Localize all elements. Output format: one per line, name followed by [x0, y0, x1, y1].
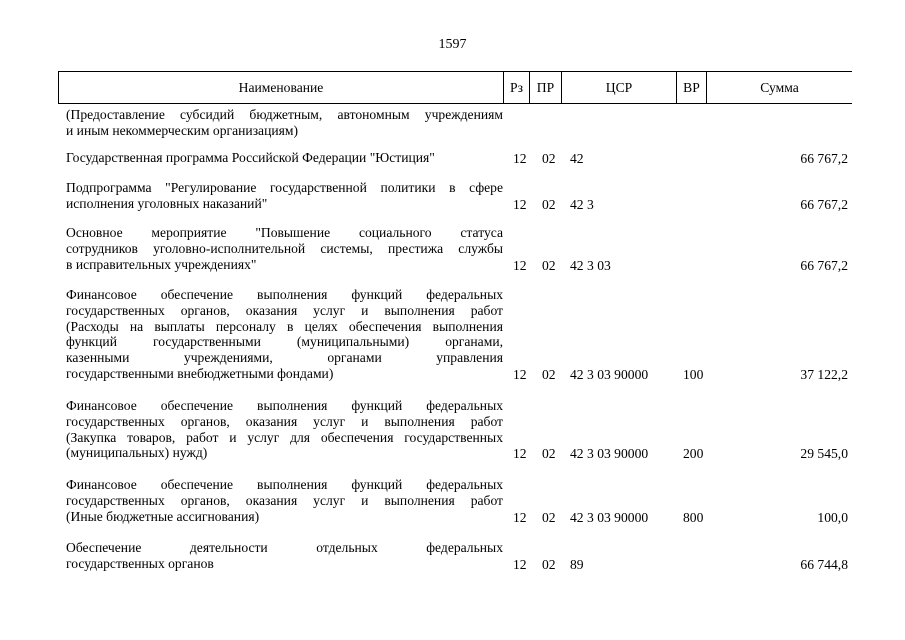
row-name-line: Финансовое обеспечение выполнения функций федеральных [66, 287, 503, 302]
row-csr: 42 3 03 90000 [570, 367, 649, 382]
row-name-line: и иным некоммерческим организациям) [66, 122, 299, 138]
table-row [58, 477, 852, 524]
row-name [66, 107, 503, 139]
row-pr: 02 [542, 509, 556, 525]
row-rz: 12 [513, 509, 527, 525]
table-row [58, 150, 852, 166]
row-name-line: исполнения уголовных наказаний" [66, 195, 268, 211]
row-rz: 12 [513, 257, 527, 273]
row-name-line: (Расходы на выплаты персоналу в целях обеспечения выполнения [66, 318, 503, 334]
row-name [66, 398, 503, 461]
page-number: 1597 [438, 37, 467, 52]
table-row [58, 398, 852, 461]
row-rz: 12 [513, 556, 527, 572]
row-vr: 100 [683, 367, 704, 382]
table-row [58, 287, 852, 382]
row-name [66, 150, 503, 166]
row-name [66, 287, 503, 382]
row-name [66, 180, 503, 212]
column-header-name: Наименование [59, 72, 504, 103]
row-sum: 66 767,2 [800, 257, 848, 273]
row-pr: 02 [542, 257, 556, 273]
row-name-line: (муниципальных) нужд) [66, 445, 208, 461]
table-row [58, 540, 852, 572]
row-csr: 42 3 03 [570, 257, 611, 273]
row-sum: 37 122,2 [800, 367, 848, 382]
row-name-line: государственными внебюджетными фондами) [66, 365, 334, 381]
row-sum: 100,0 [817, 509, 848, 525]
row-csr: 42 3 [570, 196, 594, 212]
row-pr: 02 [542, 196, 556, 212]
row-name [66, 540, 503, 572]
row-vr: 800 [683, 509, 704, 525]
row-rz: 12 [513, 367, 527, 382]
row-sum: 66 767,2 [800, 196, 848, 212]
row-name-line: государственных органов, оказания услуг и выполнения работ [66, 492, 503, 508]
row-name-line: функций государственными (муниципальными) органами, [66, 334, 503, 350]
row-name-line: Государственная программа Российской Федерации "Юстиция" [66, 150, 435, 165]
row-csr: 89 [570, 556, 584, 572]
row-sum: 29 545,0 [800, 446, 848, 462]
row-pr: 02 [542, 446, 556, 462]
row-pr: 02 [542, 151, 556, 166]
row-name [66, 477, 503, 524]
row-csr: 42 [570, 151, 584, 166]
row-name-line: в исправительных учреждениях" [66, 256, 257, 272]
column-header-rz: Рз [504, 72, 530, 103]
row-name-line: Финансовое обеспечение выполнения функций федеральных [66, 477, 503, 492]
table-row [58, 180, 852, 212]
column-header-vr: ВР [677, 72, 707, 103]
row-sum: 66 744,8 [800, 556, 848, 572]
row-pr: 02 [542, 367, 556, 382]
row-rz: 12 [513, 151, 527, 166]
row-name-line: государственных органов, оказания услуг и выполнения работ [66, 413, 503, 429]
table-row [58, 107, 852, 139]
row-name-line: Основное мероприятие "Повышение социального статуса [66, 225, 503, 240]
row-name-line: Обеспечение деятельности отдельных федеральных [66, 540, 503, 555]
row-name-line: сотрудников уголовно-исполнительной системы, престижа службы [66, 240, 503, 256]
row-name-line: государственных органов, оказания услуг и выполнения работ [66, 302, 503, 318]
column-header-sum: Сумма [760, 80, 799, 95]
table-row [58, 225, 852, 272]
row-csr: 42 3 03 90000 [570, 446, 649, 462]
row-pr: 02 [542, 556, 556, 572]
row-name-line: Подпрограмма "Регулирование государственной политики в сфере [66, 180, 503, 195]
row-rz: 12 [513, 446, 527, 462]
row-rz: 12 [513, 196, 527, 212]
column-header-pr: ПР [530, 72, 562, 103]
row-name-line: государственных органов [66, 555, 214, 571]
row-name-line: (Иные бюджетные ассигнования) [66, 508, 260, 524]
row-name-line: Финансовое обеспечение выполнения функций федеральных [66, 398, 503, 413]
row-name-line: (Закупка товаров, работ и услуг для обеспечения государственных [66, 429, 503, 445]
table-header [58, 71, 852, 104]
row-name [66, 225, 503, 272]
row-vr: 200 [683, 446, 704, 462]
row-sum: 66 767,2 [800, 151, 848, 166]
row-name-line: казенными учреждениями, органами управления [66, 350, 503, 366]
row-name-line: (Предоставление субсидий бюджетным, автономным учреждениям [66, 107, 503, 122]
column-header-csr: ЦСР [562, 72, 677, 103]
row-csr: 42 3 03 90000 [570, 509, 649, 525]
